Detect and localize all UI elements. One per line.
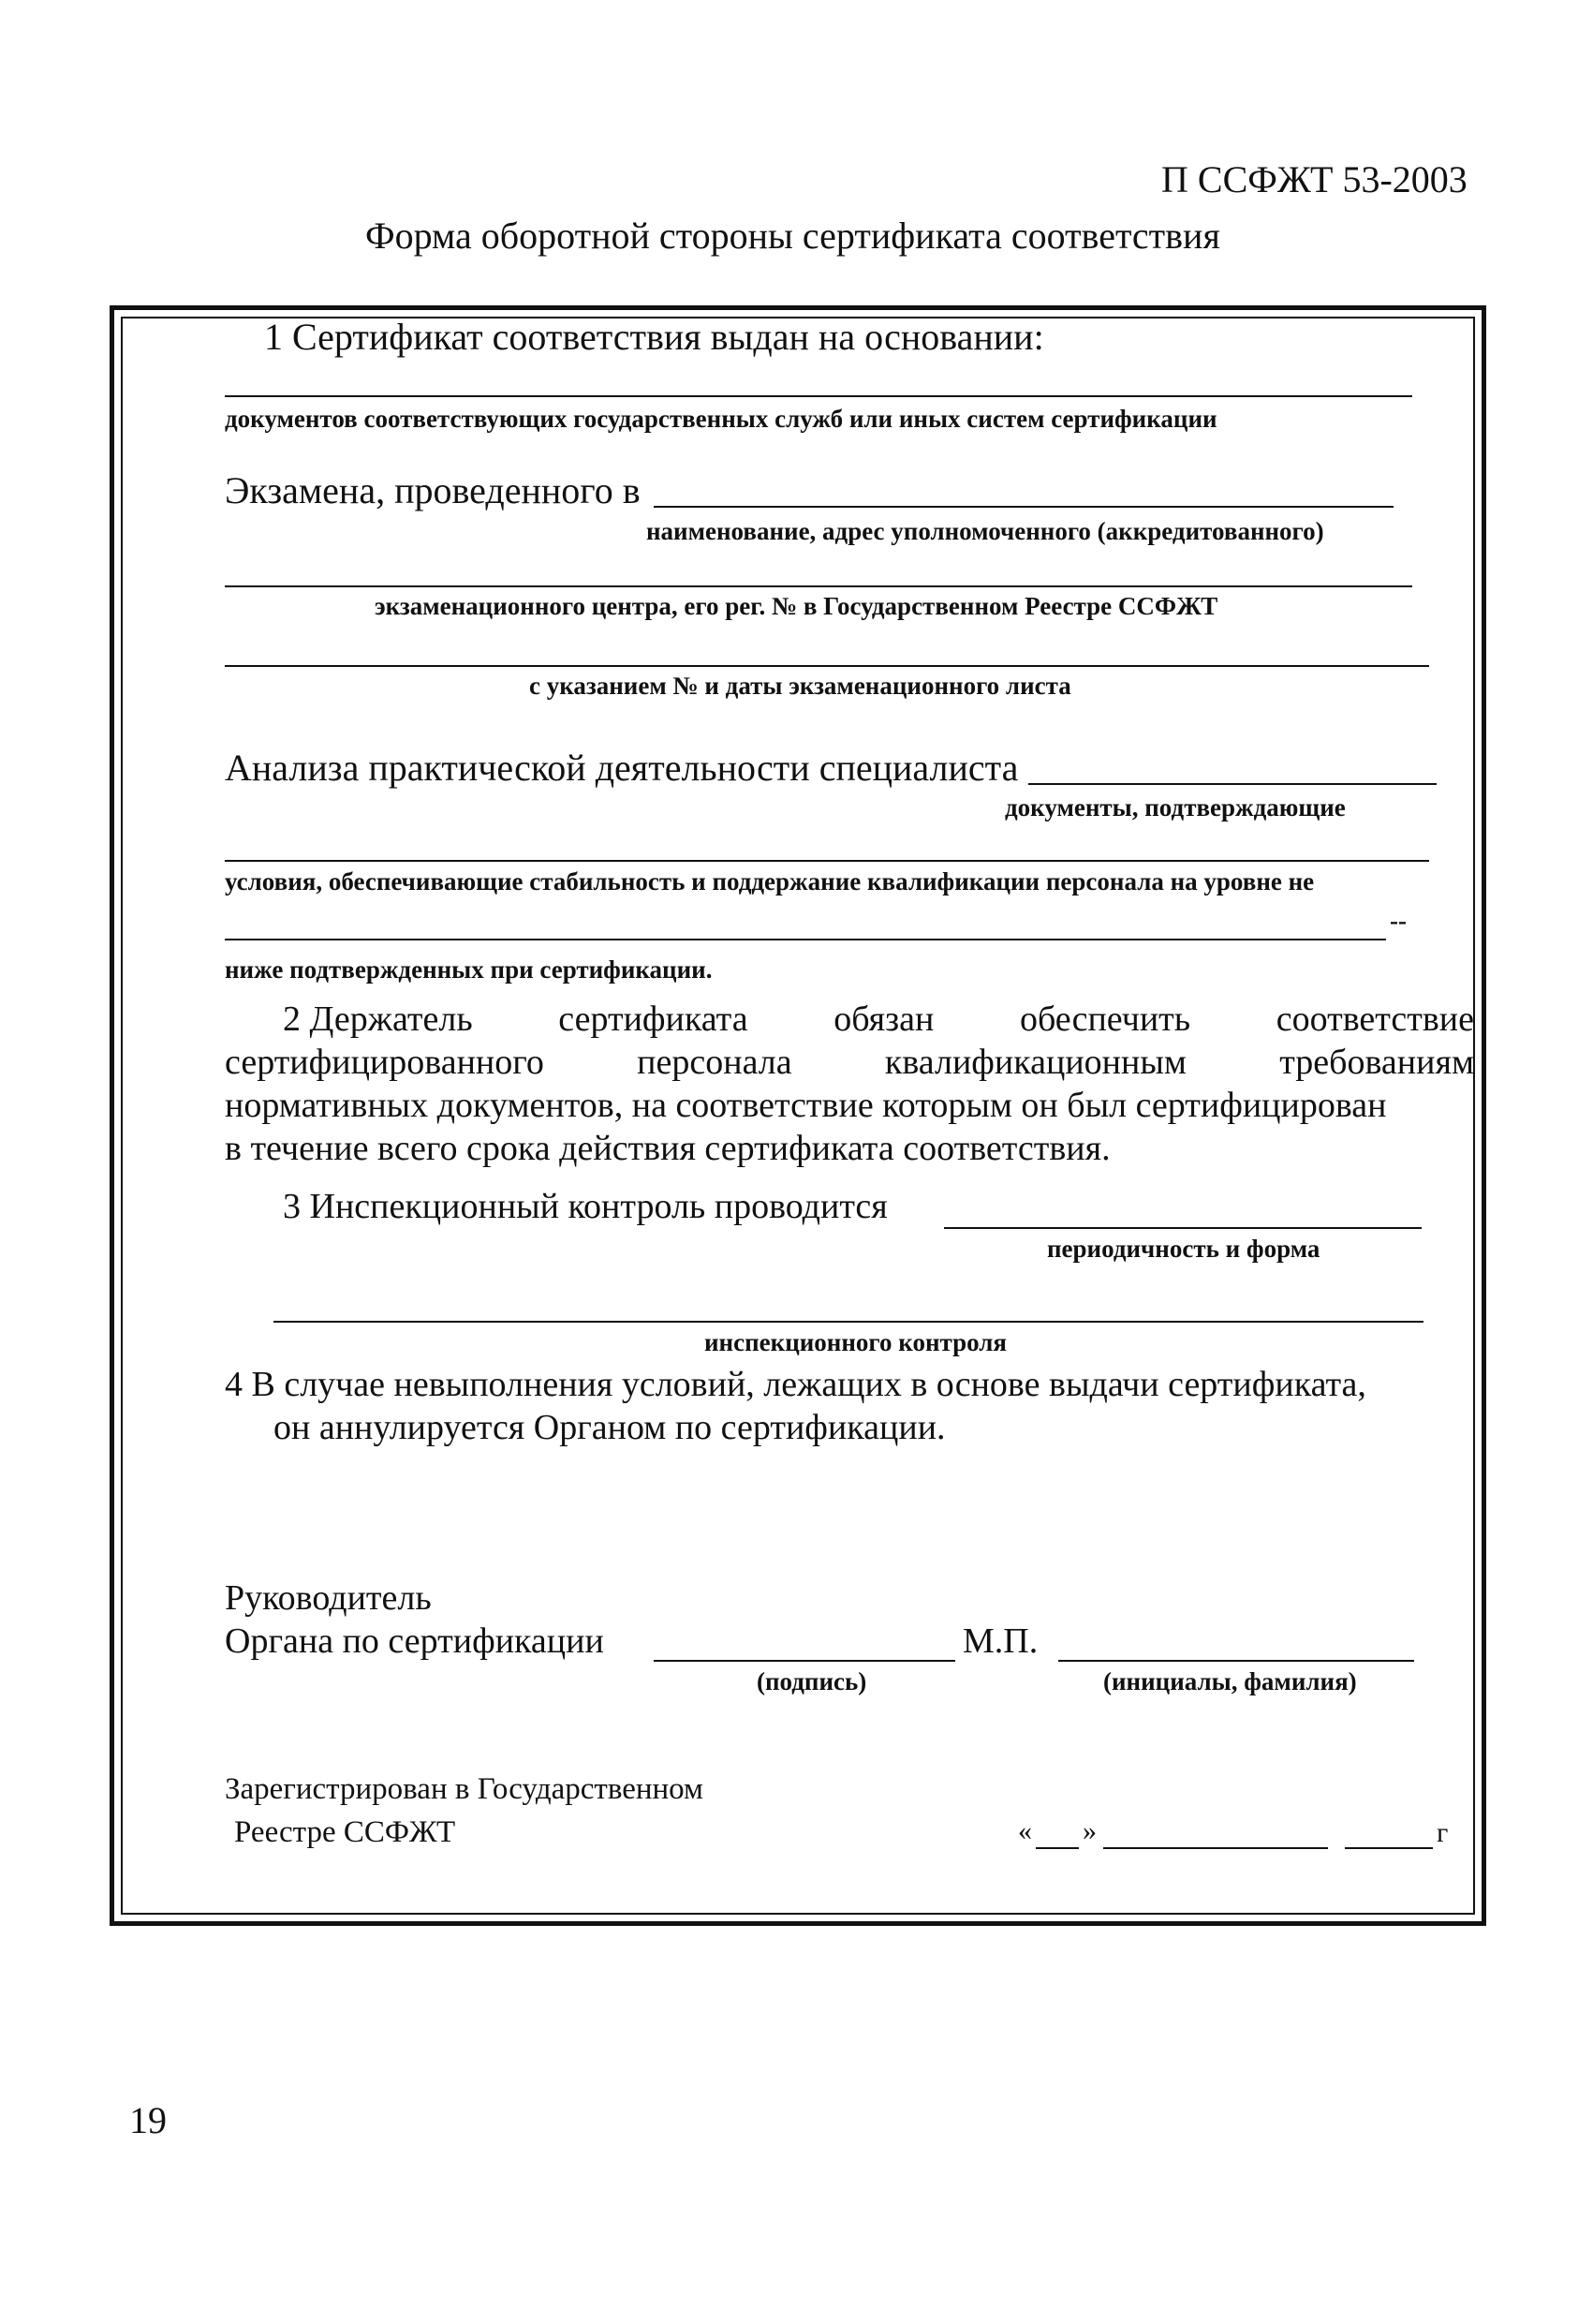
date-year-line[interactable] <box>1345 1847 1433 1849</box>
section-4-line-2: он аннулируется Органом по сертификации. <box>273 1408 946 1447</box>
quote-open: « <box>1018 1815 1032 1846</box>
caption-exam-1: наименование, адрес уполномоченного (аккредитованного) <box>646 517 1324 545</box>
section-2-word: персонала <box>637 1043 792 1082</box>
caption-analysis-2: условия, обеспечивающие стабильность и поддержание квалификации персонала на уровне не <box>225 867 1315 896</box>
blank-line-inspection-1[interactable] <box>944 1227 1422 1229</box>
signature-line[interactable] <box>654 1660 955 1662</box>
caption-docs: документов соответствующих государственных служб или иных систем сертификации <box>225 405 1217 433</box>
section-3-label: 3 Инспекционный контроль проводится <box>283 1187 888 1226</box>
date-month-line[interactable] <box>1103 1847 1328 1849</box>
registration-line-2: Реестре ССФЖТ <box>234 1815 456 1849</box>
caption-exam-3: с указанием № и даты экзаменационного листа <box>529 672 1071 700</box>
section-2-line-4: в течение всего срока действия сертификата соответствия. <box>225 1129 1111 1168</box>
section-2-word: обеспечить <box>1019 999 1191 1039</box>
blank-line-exam-2[interactable] <box>225 585 1412 587</box>
caption-analysis-1: документы, подтверждающие <box>1005 793 1346 822</box>
year-suffix: г <box>1437 1817 1449 1848</box>
section-2-word: квалификационным <box>884 1043 1187 1082</box>
caption-signature: (подпись) <box>757 1667 867 1695</box>
section-2-word: сертификата <box>558 999 748 1039</box>
registration-line-1: Зарегистрирован в Государственном <box>225 1772 703 1806</box>
caption-exam-2: экзаменационного центра, его рег. № в Государственном Реестре ССФЖТ <box>375 592 1218 620</box>
form-title: Форма оборотной стороны сертификата соответствия <box>365 215 1220 257</box>
page-number: 19 <box>129 2099 167 2141</box>
seal-label: М.П. <box>963 1621 1039 1661</box>
caption-inspection-2: инспекционного контроля <box>704 1328 1008 1356</box>
date-day-line[interactable] <box>1036 1847 1079 1849</box>
caption-name: (инициалы, фамилия) <box>1103 1667 1357 1695</box>
blank-line-docs[interactable] <box>225 395 1412 397</box>
caption-analysis-3: ниже подтвержденных при сертификации. <box>225 955 713 984</box>
blank-line-analysis-1[interactable] <box>1028 783 1437 785</box>
blank-line-analysis-3[interactable] <box>225 939 1386 940</box>
section-2-line-3: нормативных документов, на соответствие которым он был сертифицирован <box>225 1086 1387 1125</box>
analysis-label: Анализа практической деятельности специалиста <box>225 747 1019 789</box>
name-line[interactable] <box>1058 1660 1414 1662</box>
section-2-word: соответствие <box>1276 999 1474 1039</box>
document-code: П ССФЖТ 53-2003 <box>1161 158 1468 200</box>
section-1-heading: 1 Сертификат соответствия выдан на основании: <box>264 316 1044 358</box>
section-4-line-1: 4 В случае невыполнения условий, лежащих в основе выдачи сертификата, <box>225 1365 1366 1404</box>
blank-line-exam-3[interactable] <box>225 665 1429 667</box>
exam-label: Экзамена, проведенного в <box>225 469 641 511</box>
section-2-word: обязан <box>833 999 935 1039</box>
section-2-line-2 <box>225 1042 1474 1083</box>
blank-line-exam-1[interactable] <box>654 506 1394 508</box>
caption-inspection-1: периодичность и форма <box>1047 1235 1320 1263</box>
section-2-word: сертифицированного <box>225 1043 544 1082</box>
section-2-word: 2 Держатель <box>283 999 473 1039</box>
section-2-line-1 <box>283 999 1474 1040</box>
blank-line-analysis-2[interactable] <box>225 860 1429 862</box>
blank-line-inspection-2[interactable] <box>273 1321 1423 1323</box>
signature-head-line-1: Руководитель <box>225 1578 432 1618</box>
caption-analysis-dash: -- <box>1390 907 1407 935</box>
signature-head-line-2: Органа по сертификации <box>225 1621 604 1661</box>
section-2-word: требованиям <box>1279 1043 1474 1082</box>
quote-close: » <box>1083 1815 1097 1846</box>
